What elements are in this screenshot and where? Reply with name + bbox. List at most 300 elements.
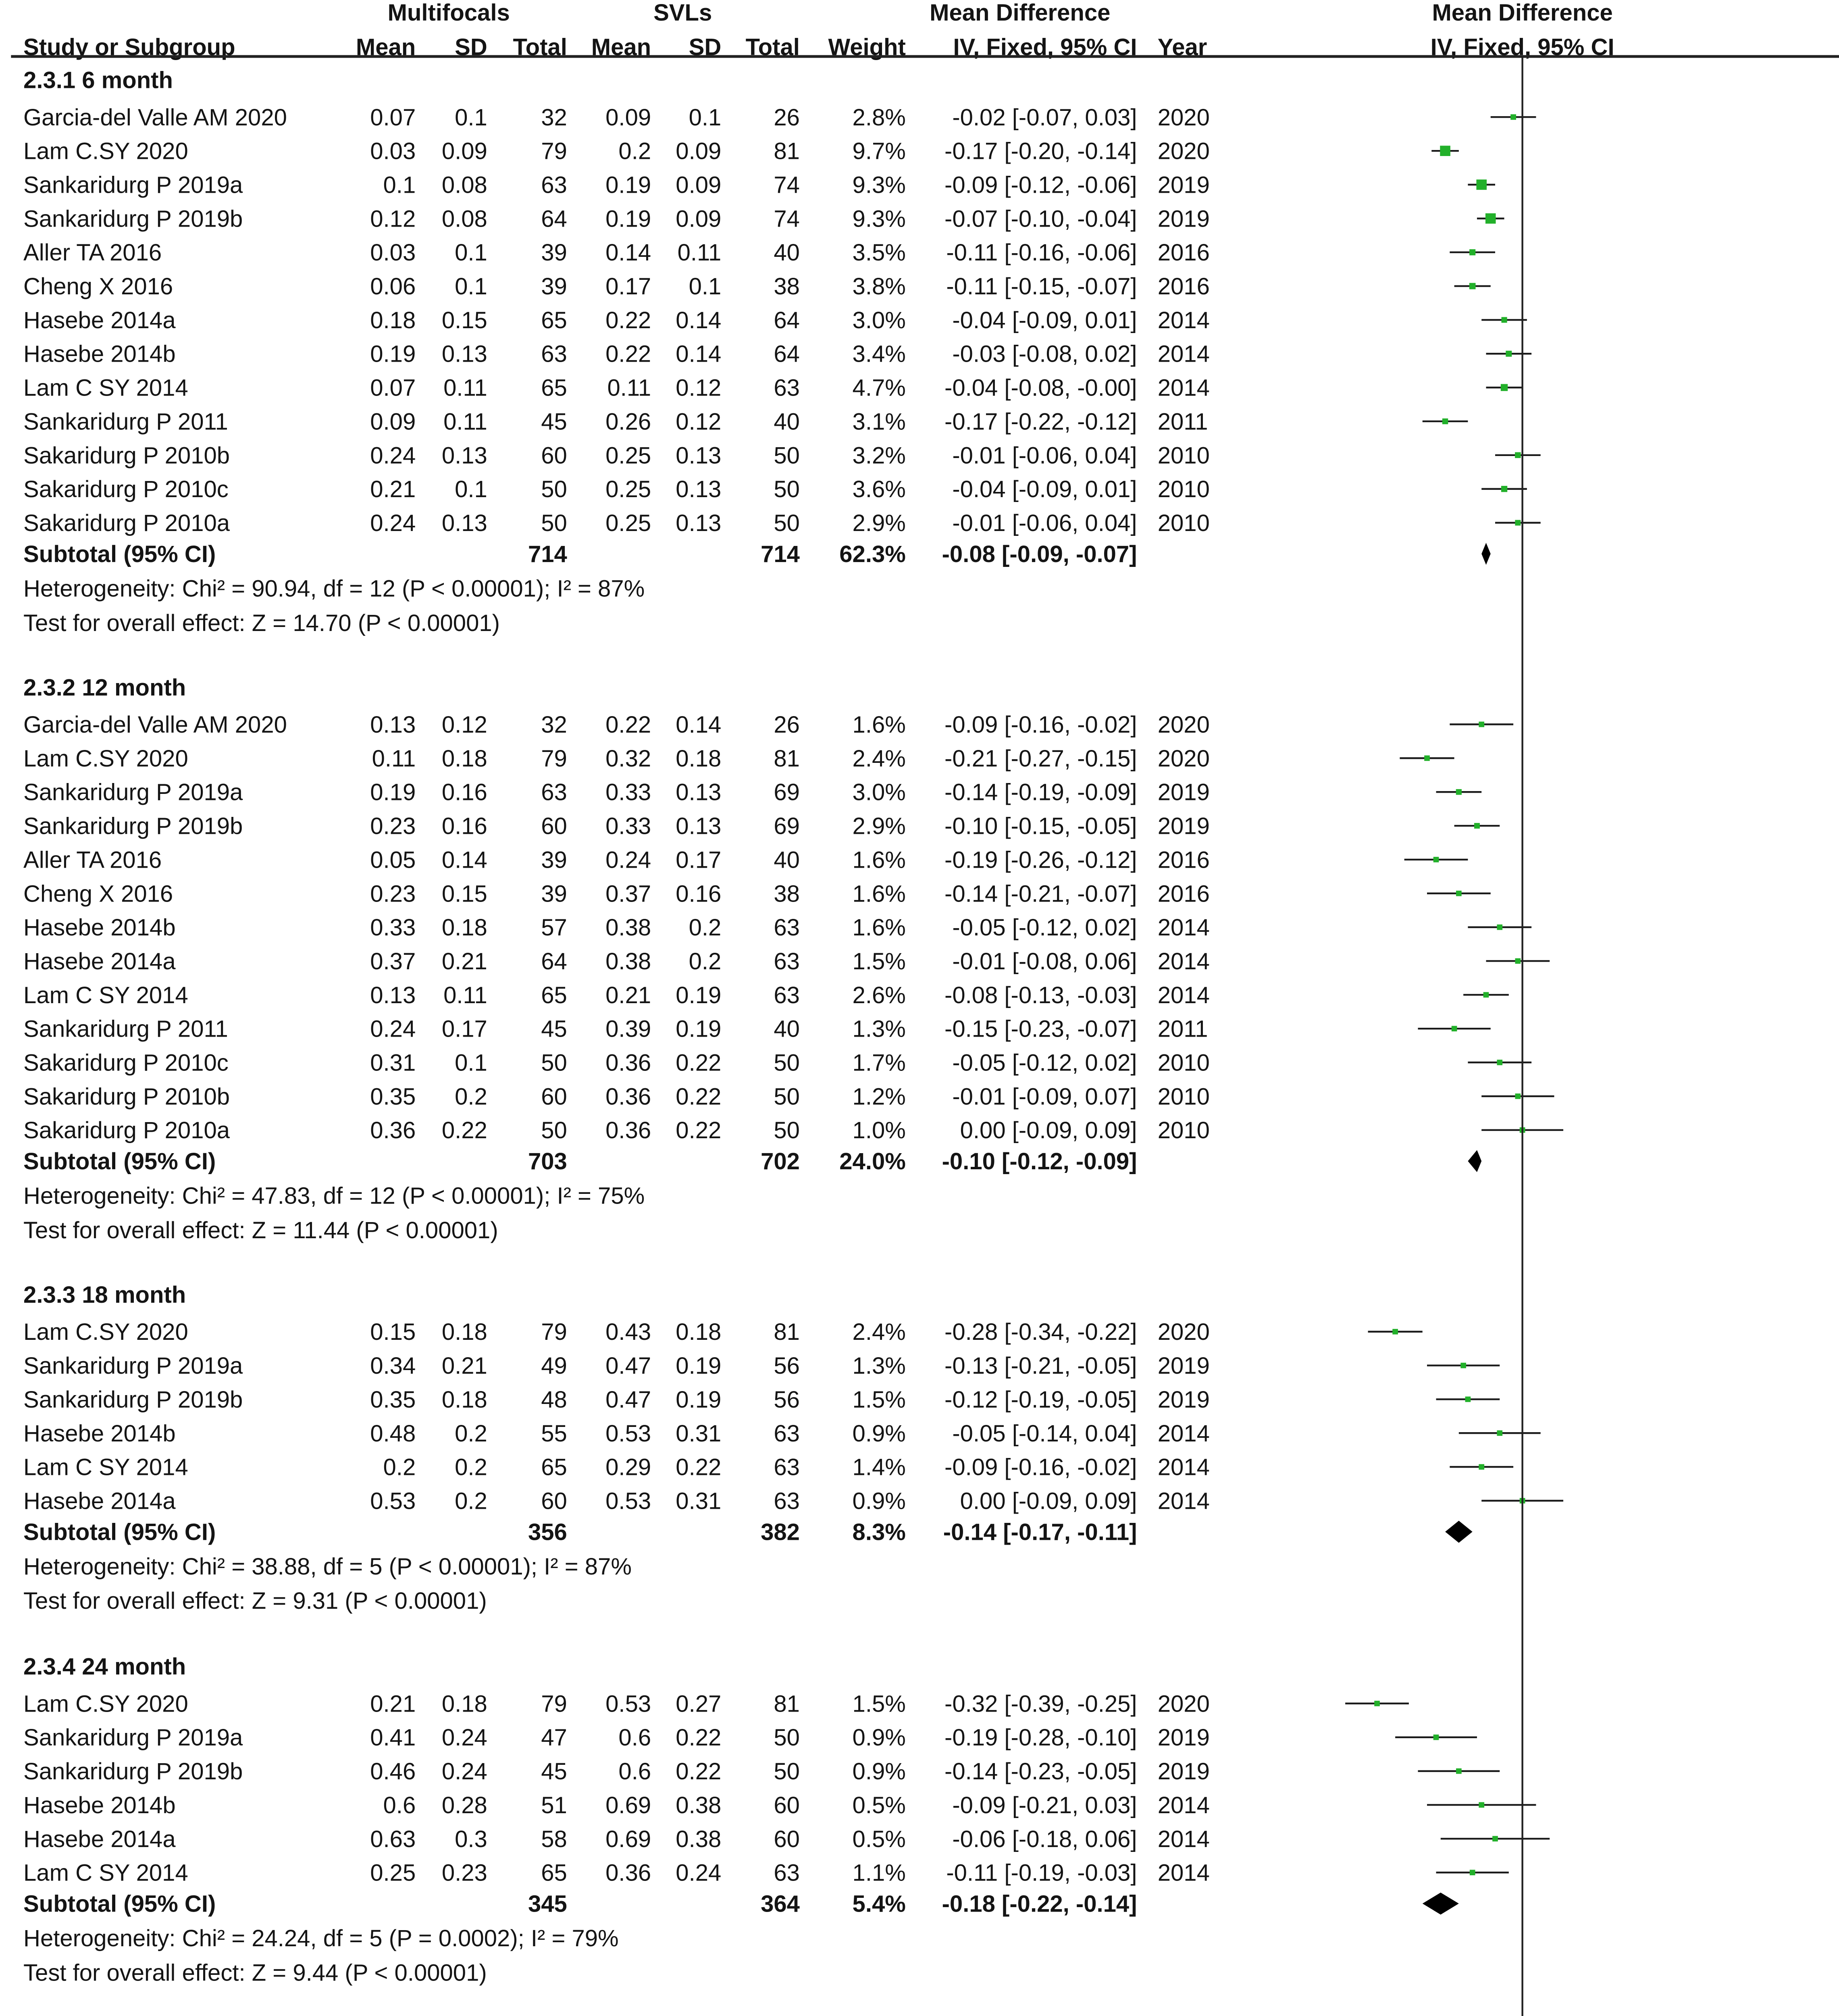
subtotal-ci: -0.18 [-0.22, -0.14]	[942, 1891, 1137, 1917]
mean1-value: 0.05	[370, 847, 416, 873]
sd1-value: 0.13	[441, 442, 487, 469]
total2-value: 63	[774, 375, 800, 401]
total2-value: 69	[774, 813, 800, 839]
subtotal-ci: -0.08 [-0.09, -0.07]	[942, 541, 1137, 568]
effect-marker	[1492, 1836, 1498, 1841]
weight-value: 1.6%	[852, 847, 906, 873]
total1-value: 50	[541, 510, 567, 536]
weight-value: 4.7%	[852, 375, 906, 401]
effect-marker	[1501, 486, 1507, 492]
md-header: Mean Difference	[930, 0, 1111, 26]
total2-value: 63	[774, 948, 800, 975]
total1-value: 63	[541, 779, 567, 806]
weight-value: 9.3%	[852, 206, 906, 232]
sd1-value: 0.1	[455, 273, 487, 300]
mean1-value: 0.37	[370, 948, 416, 975]
total2-value: 81	[774, 138, 800, 165]
mean1-value: 0.13	[370, 982, 416, 1008]
weight-value: 0.9%	[852, 1758, 906, 1785]
sd1-value: 0.08	[441, 206, 487, 232]
sd1-value: 0.28	[441, 1792, 487, 1818]
ci-value: -0.10 [-0.15, -0.05]	[944, 813, 1137, 839]
effect-marker	[1433, 857, 1439, 862]
effect-marker	[1479, 1464, 1484, 1470]
study-name: Sakaridurg P 2010b	[23, 1083, 230, 1110]
subtotal-total2: 714	[761, 541, 800, 568]
effect-marker	[1469, 249, 1475, 255]
effect-marker	[1470, 1870, 1475, 1875]
total1-value: 79	[541, 138, 567, 165]
total2-value: 63	[774, 1420, 800, 1447]
mean1-value: 0.46	[370, 1758, 416, 1785]
year-value: 2014	[1157, 1488, 1210, 1514]
year-value: 2014	[1157, 1826, 1210, 1852]
total2-value: 50	[774, 476, 800, 503]
mean2-value: 0.36	[605, 1117, 651, 1144]
year-value: 2020	[1157, 712, 1210, 738]
sd1-value: 0.14	[441, 847, 487, 873]
year-value: 2010	[1157, 510, 1210, 536]
ci-value: -0.11 [-0.16, -0.06]	[946, 240, 1137, 266]
sd1-value: 0.11	[443, 375, 487, 401]
subgroup-title: 2.3.4 24 month	[23, 1654, 186, 1680]
total2-value: 63	[774, 1488, 800, 1514]
sd2-value: 0.09	[676, 206, 722, 232]
mean1-value: 0.41	[370, 1724, 416, 1751]
total2-value: 63	[774, 914, 800, 941]
sd2-value: 0.14	[676, 341, 722, 367]
total1-value: 50	[541, 1117, 567, 1144]
total1-value: 79	[541, 1691, 567, 1717]
total2-value: 40	[774, 240, 800, 266]
study-name: Sankaridurg P 2019b	[23, 813, 243, 839]
mean1-value: 0.23	[370, 813, 416, 839]
study-name: Aller TA 2016	[23, 240, 162, 266]
effect-marker	[1515, 958, 1521, 964]
subtotal-weight: 24.0%	[839, 1148, 906, 1175]
ci-value: -0.21 [-0.27, -0.15]	[944, 745, 1137, 772]
effect-marker	[1392, 1329, 1398, 1335]
weight-value: 0.9%	[852, 1488, 906, 1514]
total2-value: 50	[774, 1724, 800, 1751]
mean2-value: 0.25	[605, 476, 651, 503]
year-value: 2016	[1157, 881, 1210, 907]
weight-value: 0.9%	[852, 1724, 906, 1751]
total1-value: 57	[541, 914, 567, 941]
study-name: Lam C.SY 2020	[23, 138, 188, 165]
effect-marker	[1474, 823, 1480, 829]
sd1-value: 0.16	[441, 813, 487, 839]
mean2-value: 0.53	[605, 1420, 651, 1447]
subtotal-diamond	[1481, 543, 1491, 565]
weight-value: 1.1%	[852, 1860, 906, 1886]
ci-value: -0.14 [-0.21, -0.07]	[944, 881, 1137, 907]
total2-value: 38	[774, 881, 800, 907]
mean2-value: 0.38	[605, 914, 651, 941]
total2-value: 64	[774, 341, 800, 367]
year-value: 2020	[1157, 1691, 1210, 1717]
sd2-value: 0.22	[676, 1050, 722, 1076]
weight-value: 3.4%	[852, 341, 906, 367]
year-value: 2010	[1157, 476, 1210, 503]
mean2-value: 0.37	[605, 881, 651, 907]
ci-value: -0.11 [-0.15, -0.07]	[946, 273, 1137, 300]
total1-value: 60	[541, 813, 567, 839]
weight-value: 1.0%	[852, 1117, 906, 1144]
mean1-value: 0.12	[370, 206, 416, 232]
mean1-value: 0.03	[370, 138, 416, 165]
sd1-value: 0.21	[441, 948, 487, 975]
sd1-value: 0.08	[441, 172, 487, 198]
sd2-value: 0.19	[676, 1386, 722, 1413]
year-value: 2016	[1157, 273, 1210, 300]
group1-header: Multifocals	[387, 0, 510, 26]
effect-marker	[1465, 1397, 1471, 1402]
effect-marker	[1433, 1735, 1439, 1740]
mean1-value: 0.36	[370, 1117, 416, 1144]
mean1-value: 0.24	[370, 442, 416, 469]
sd1-value: 0.2	[455, 1454, 487, 1481]
sd1-value: 0.18	[441, 1319, 487, 1345]
study-name: Lam C SY 2014	[23, 1454, 188, 1481]
sd2-value: 0.11	[677, 240, 722, 266]
mean2-value: 0.6	[618, 1758, 651, 1785]
effect-marker	[1479, 722, 1484, 727]
effect-marker	[1456, 789, 1462, 795]
subtotal-label: Subtotal (95% CI)	[23, 1519, 216, 1545]
sd2-value: 0.22	[676, 1724, 722, 1751]
sd2-value: 0.38	[676, 1826, 722, 1852]
weight-value: 2.4%	[852, 745, 906, 772]
sd2-value: 0.12	[676, 375, 722, 401]
study-name: Lam C SY 2014	[23, 982, 188, 1008]
mean1-value: 0.2	[383, 1454, 416, 1481]
sd2-value: 0.22	[676, 1083, 722, 1110]
sd2-value: 0.13	[676, 442, 722, 469]
ci-value: -0.17 [-0.22, -0.12]	[944, 408, 1137, 435]
mean2-value: 0.22	[605, 341, 651, 367]
year-value: 2014	[1157, 1420, 1210, 1447]
overall-effect-text: Test for overall effect: Z = 11.44 (P < 0.00001)	[23, 1217, 498, 1243]
weight-value: 1.2%	[852, 1083, 906, 1110]
year-value: 2010	[1157, 1083, 1210, 1110]
overall-effect-text: Test for overall effect: Z = 14.70 (P < 0.00001)	[23, 610, 500, 636]
mean1-header: Mean	[356, 34, 416, 60]
study-name: Hasebe 2014b	[23, 1792, 176, 1818]
subtotal-label: Subtotal (95% CI)	[23, 1891, 216, 1917]
sd1-value: 0.24	[441, 1724, 487, 1751]
study-name: Sakaridurg P 2010a	[23, 510, 230, 536]
effect-marker	[1501, 384, 1508, 391]
ci-value: -0.32 [-0.39, -0.25]	[944, 1691, 1137, 1717]
sd2-value: 0.16	[676, 881, 722, 907]
total2-header: Total	[745, 34, 800, 60]
sd2-header: SD	[689, 34, 722, 60]
total2-value: 40	[774, 408, 800, 435]
year-value: 2019	[1157, 1386, 1210, 1413]
total2-value: 50	[774, 1758, 800, 1785]
mean1-value: 0.09	[370, 408, 416, 435]
total1-value: 48	[541, 1386, 567, 1413]
total2-value: 81	[774, 1319, 800, 1345]
total1-value: 79	[541, 1319, 567, 1345]
total2-value: 26	[774, 104, 800, 131]
subtotal-ci: -0.10 [-0.12, -0.09]	[942, 1148, 1137, 1175]
year-value: 2014	[1157, 982, 1210, 1008]
total1-value: 39	[541, 273, 567, 300]
subgroup-title: 2.3.1 6 month	[23, 67, 173, 94]
study-name: Cheng X 2016	[23, 881, 173, 907]
ci-value: -0.06 [-0.18, 0.06]	[952, 1826, 1137, 1852]
subtotal-total1: 703	[528, 1148, 567, 1175]
total2-value: 60	[774, 1826, 800, 1852]
effect-marker	[1515, 520, 1521, 526]
weight-value: 2.8%	[852, 104, 906, 131]
ci-value: -0.02 [-0.07, 0.03]	[952, 104, 1137, 131]
total2-value: 56	[774, 1386, 800, 1413]
mean2-value: 0.2	[618, 138, 651, 165]
subtotal-diamond	[1423, 1893, 1459, 1915]
study-name: Hasebe 2014a	[23, 1826, 176, 1852]
sd1-value: 0.2	[455, 1488, 487, 1514]
year-value: 2019	[1157, 779, 1210, 806]
study-name: Sankaridurg P 2019a	[23, 172, 243, 198]
mean2-value: 0.47	[605, 1353, 651, 1379]
sd1-value: 0.24	[441, 1758, 487, 1785]
study-name: Hasebe 2014a	[23, 307, 176, 333]
sd2-value: 0.31	[676, 1488, 722, 1514]
md-sub-header: IV, Fixed, 95% CI	[953, 34, 1137, 60]
sd1-value: 0.18	[441, 745, 487, 772]
year-value: 2011	[1157, 408, 1208, 435]
sd1-value: 0.11	[443, 408, 487, 435]
sd1-value: 0.18	[441, 914, 487, 941]
total1-value: 79	[541, 745, 567, 772]
mean2-value: 0.47	[605, 1386, 651, 1413]
mean1-value: 0.07	[370, 104, 416, 131]
mean1-value: 0.19	[370, 341, 416, 367]
total2-value: 63	[774, 1454, 800, 1481]
sd2-value: 0.13	[676, 510, 722, 536]
sd1-value: 0.2	[455, 1083, 487, 1110]
weight-value: 9.7%	[852, 138, 906, 165]
weight-value: 1.7%	[852, 1050, 906, 1076]
effect-marker	[1476, 179, 1487, 190]
year-value: 2014	[1157, 307, 1210, 333]
mean1-value: 0.63	[370, 1826, 416, 1852]
year-value: 2019	[1157, 813, 1210, 839]
year-value: 2019	[1157, 1724, 1210, 1751]
total1-value: 65	[541, 307, 567, 333]
total1-value: 39	[541, 847, 567, 873]
effect-marker	[1469, 283, 1476, 289]
study-name: Garcia-del Valle AM 2020	[23, 712, 287, 738]
ci-value: -0.01 [-0.06, 0.04]	[952, 510, 1137, 536]
effect-marker	[1456, 891, 1462, 896]
mean2-value: 0.53	[605, 1691, 651, 1717]
total1-value: 45	[541, 408, 567, 435]
study-name: Lam C.SY 2020	[23, 1691, 188, 1717]
ci-value: -0.14 [-0.19, -0.09]	[944, 779, 1137, 806]
year-value: 2014	[1157, 914, 1210, 941]
total2-value: 74	[774, 172, 800, 198]
weight-header: Weight	[828, 34, 906, 60]
heterogeneity-text: Heterogeneity: Chi² = 47.83, df = 12 (P < 0.00001); I² = 75%	[23, 1183, 645, 1209]
mean2-header: Mean	[591, 34, 651, 60]
sd1-header: SD	[455, 34, 487, 60]
total2-value: 50	[774, 442, 800, 469]
sd1-value: 0.18	[441, 1386, 487, 1413]
year-value: 2014	[1157, 1860, 1210, 1886]
ci-value: -0.09 [-0.16, -0.02]	[944, 1454, 1137, 1481]
ci-value: -0.17 [-0.20, -0.14]	[944, 138, 1137, 165]
total2-value: 81	[774, 1691, 800, 1717]
sd2-value: 0.22	[676, 1117, 722, 1144]
ci-value: -0.05 [-0.12, 0.02]	[952, 1050, 1137, 1076]
mean1-value: 0.07	[370, 375, 416, 401]
total1-value: 60	[541, 442, 567, 469]
subtotal-total2: 364	[761, 1891, 800, 1917]
total2-value: 74	[774, 206, 800, 232]
mean2-value: 0.53	[605, 1488, 651, 1514]
ci-value: -0.09 [-0.16, -0.02]	[944, 712, 1137, 738]
mean2-value: 0.33	[605, 779, 651, 806]
sd2-value: 0.1	[689, 104, 722, 131]
total2-value: 56	[774, 1353, 800, 1379]
total1-value: 45	[541, 1016, 567, 1042]
subtotal-ci: -0.14 [-0.17, -0.11]	[943, 1519, 1137, 1545]
study-name: Sankaridurg P 2011	[23, 408, 228, 435]
weight-value: 2.9%	[852, 813, 906, 839]
study-name: Garcia-del Valle AM 2020	[23, 104, 287, 131]
ci-value: -0.07 [-0.10, -0.04]	[944, 206, 1137, 232]
total1-value: 64	[541, 948, 567, 975]
subtotal-diamond	[1468, 1150, 1481, 1172]
study-name: Lam C SY 2014	[23, 1860, 188, 1886]
year-value: 2010	[1157, 1117, 1210, 1144]
mean2-value: 0.25	[605, 510, 651, 536]
study-name: Sankaridurg P 2011	[23, 1016, 228, 1042]
year-value: 2014	[1157, 1454, 1210, 1481]
ci-value: -0.01 [-0.09, 0.07]	[952, 1083, 1137, 1110]
sd1-value: 0.12	[441, 712, 487, 738]
effect-marker	[1440, 146, 1450, 156]
sd2-value: 0.1	[689, 273, 722, 300]
overall-effect-text: Test for overall effect: Z = 9.31 (P < 0.00001)	[23, 1588, 487, 1614]
year-header: Year	[1157, 34, 1207, 60]
year-value: 2020	[1157, 138, 1210, 165]
heterogeneity-text: Heterogeneity: Chi² = 38.88, df = 5 (P < 0.00001); I² = 87%	[23, 1553, 632, 1580]
weight-value: 2.4%	[852, 1319, 906, 1345]
sd2-value: 0.09	[676, 138, 722, 165]
ci-value: -0.15 [-0.23, -0.07]	[944, 1016, 1137, 1042]
sd2-value: 0.14	[676, 307, 722, 333]
study-name: Hasebe 2014b	[23, 914, 176, 941]
mean1-value: 0.1	[383, 172, 416, 198]
sd1-value: 0.2	[455, 1420, 487, 1447]
effect-marker	[1497, 925, 1502, 930]
effect-marker	[1485, 213, 1496, 224]
mean1-value: 0.24	[370, 510, 416, 536]
heterogeneity-text: Heterogeneity: Chi² = 90.94, df = 12 (P < 0.00001); I² = 87%	[23, 575, 645, 602]
mean2-value: 0.11	[607, 375, 651, 401]
study-name: Lam C.SY 2020	[23, 745, 188, 772]
mean2-value: 0.43	[605, 1319, 651, 1345]
mean2-value: 0.17	[605, 273, 651, 300]
mean2-value: 0.36	[605, 1050, 651, 1076]
study-name: Sankaridurg P 2019b	[23, 206, 243, 232]
total2-value: 64	[774, 307, 800, 333]
weight-value: 1.5%	[852, 1691, 906, 1717]
sd2-value: 0.13	[676, 476, 722, 503]
year-value: 2020	[1157, 745, 1210, 772]
weight-value: 1.4%	[852, 1454, 906, 1481]
sd2-value: 0.17	[676, 847, 722, 873]
mean2-value: 0.6	[618, 1724, 651, 1751]
year-value: 2014	[1157, 341, 1210, 367]
total1-value: 50	[541, 1050, 567, 1076]
year-value: 2019	[1157, 206, 1210, 232]
mean1-value: 0.48	[370, 1420, 416, 1447]
weight-value: 1.3%	[852, 1353, 906, 1379]
effect-marker	[1497, 1060, 1502, 1065]
mean2-value: 0.33	[605, 813, 651, 839]
total1-value: 39	[541, 881, 567, 907]
mean1-value: 0.53	[370, 1488, 416, 1514]
sd1-value: 0.1	[455, 104, 487, 131]
total1-value: 47	[541, 1724, 567, 1751]
total1-value: 63	[541, 172, 567, 198]
total2-value: 81	[774, 745, 800, 772]
total1-value: 39	[541, 240, 567, 266]
subgroup-title: 2.3.2 12 month	[23, 674, 186, 701]
year-value: 2019	[1157, 1353, 1210, 1379]
mean2-value: 0.69	[605, 1826, 651, 1852]
ci-value: -0.11 [-0.19, -0.03]	[946, 1860, 1137, 1886]
effect-marker	[1452, 1026, 1457, 1031]
sd1-value: 0.1	[455, 476, 487, 503]
ci-value: -0.05 [-0.12, 0.02]	[952, 914, 1137, 941]
study-name: Sankaridurg P 2019a	[23, 1724, 243, 1751]
mean1-value: 0.21	[370, 1691, 416, 1717]
weight-value: 3.5%	[852, 240, 906, 266]
sd2-value: 0.24	[676, 1860, 722, 1886]
year-value: 2010	[1157, 1050, 1210, 1076]
weight-value: 3.2%	[852, 442, 906, 469]
total1-value: 58	[541, 1826, 567, 1852]
mean1-value: 0.6	[383, 1792, 416, 1818]
weight-value: 0.9%	[852, 1420, 906, 1447]
mean2-value: 0.38	[605, 948, 651, 975]
weight-value: 1.6%	[852, 914, 906, 941]
ci-value: -0.14 [-0.23, -0.05]	[944, 1758, 1137, 1785]
ci-value: -0.04 [-0.08, -0.00]	[944, 375, 1137, 401]
sd1-value: 0.13	[441, 341, 487, 367]
mean1-value: 0.35	[370, 1083, 416, 1110]
plot-sub-header: IV, Fixed, 95% CI	[1430, 34, 1614, 60]
weight-value: 1.5%	[852, 948, 906, 975]
sd1-value: 0.1	[455, 240, 487, 266]
mean1-value: 0.24	[370, 1016, 416, 1042]
sd2-value: 0.19	[676, 1353, 722, 1379]
year-value: 2020	[1157, 1319, 1210, 1345]
subtotal-total2: 702	[761, 1148, 800, 1175]
ci-value: -0.01 [-0.06, 0.04]	[952, 442, 1137, 469]
ci-value: 0.00 [-0.09, 0.09]	[960, 1117, 1137, 1144]
study-name: Sankaridurg P 2019a	[23, 779, 243, 806]
mean1-value: 0.25	[370, 1860, 416, 1886]
subtotal-total2: 382	[761, 1519, 800, 1545]
